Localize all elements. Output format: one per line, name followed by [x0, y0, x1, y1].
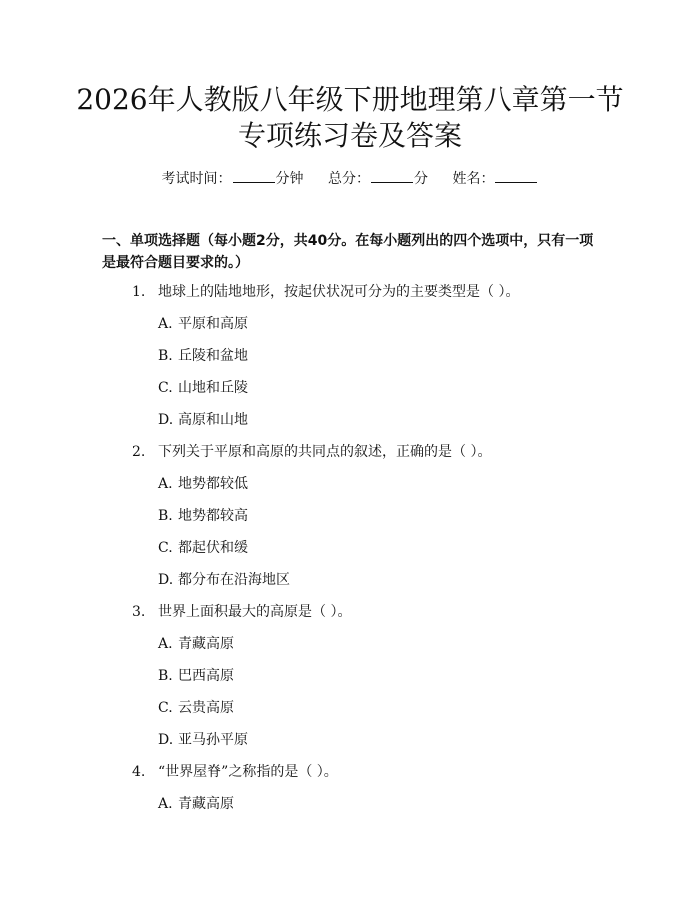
option-letter: D. — [158, 572, 174, 588]
option-letter: A. — [158, 476, 173, 492]
option-text: 青藏高原 — [178, 636, 234, 652]
option-letter: D. — [158, 412, 174, 428]
option-letter: C. — [158, 380, 173, 396]
page-title-line-2: 专项练习卷及答案 — [237, 119, 462, 152]
option-letter: B. — [158, 668, 173, 684]
question-1-option-b — [158, 347, 248, 365]
option-letter: C. — [158, 700, 173, 716]
question-3-option-d — [158, 731, 248, 749]
exam-time-label: 考试时间： — [161, 171, 232, 187]
question-2-option-d — [158, 571, 290, 589]
question-2-option-a — [158, 475, 248, 493]
question-1 — [132, 283, 519, 301]
option-letter: B. — [158, 508, 173, 524]
section-heading: 一、单项选择题（每小题2分，共40分。在每小题列出的四个选项中，只有一项是最符合题目要求的。） — [102, 233, 594, 271]
question-1-option-c — [158, 379, 248, 397]
question-2-option-b — [158, 507, 248, 525]
option-letter: A. — [158, 316, 173, 332]
question-3-option-b — [158, 667, 234, 685]
exam-meta — [0, 170, 700, 188]
option-text: 丘陵和盆地 — [178, 348, 248, 364]
option-text: 云贵高原 — [178, 700, 234, 716]
question-3-option-c — [158, 699, 234, 717]
option-text: 巴西高原 — [178, 668, 234, 684]
student-name-blank — [495, 170, 537, 183]
option-letter: B. — [158, 348, 173, 364]
question-stem: “世界屋脊”之称指的是（ ）。 — [158, 764, 338, 780]
exam-time-blank — [233, 170, 275, 183]
option-text: 都分布在沿海地区 — [178, 572, 290, 588]
total-score-blank — [371, 170, 413, 183]
option-text: 地势都较高 — [178, 508, 248, 524]
option-text: 平原和高原 — [178, 316, 248, 332]
question-stem: 地球上的陆地地形，按起伏状况可分为的主要类型是（ ）。 — [158, 284, 520, 300]
total-score-field — [328, 170, 428, 188]
question-stem: 下列关于平原和高原的共同点的叙述，正确的是（ ）。 — [158, 444, 492, 460]
option-letter: C. — [158, 540, 173, 556]
total-score-label: 总分： — [328, 171, 370, 187]
exam-time-field — [162, 170, 304, 188]
option-text: 都起伏和缓 — [178, 540, 248, 556]
option-text: 青藏高原 — [178, 796, 234, 812]
option-letter: A. — [158, 636, 173, 652]
option-text: 亚马孙平原 — [178, 732, 248, 748]
total-score-unit: 分 — [414, 171, 428, 187]
exam-time-unit: 分钟 — [275, 171, 304, 187]
page-title-line-1: 2026年人教版八年级下册地理第八章第一节 — [76, 83, 624, 116]
option-text: 地势都较低 — [178, 476, 248, 492]
question-number: 4. — [132, 764, 146, 780]
question-number: 2. — [132, 444, 146, 460]
student-name-field — [452, 170, 538, 188]
student-name-label: 姓名： — [452, 171, 495, 187]
question-3 — [132, 603, 351, 621]
question-stem: 世界上面积最大的高原是（ ）。 — [158, 604, 352, 620]
question-2 — [132, 443, 491, 461]
question-3-option-a — [158, 635, 234, 653]
option-text: 高原和山地 — [178, 412, 248, 428]
question-number: 3. — [132, 604, 146, 620]
option-letter: A. — [158, 796, 173, 812]
question-4-option-a — [158, 795, 234, 813]
option-text: 山地和丘陵 — [178, 380, 248, 396]
question-4 — [132, 763, 338, 781]
question-1-option-a — [158, 315, 248, 333]
question-number: 1. — [132, 284, 146, 300]
question-2-option-c — [158, 539, 248, 557]
option-letter: D. — [158, 732, 174, 748]
question-1-option-d — [158, 411, 248, 429]
